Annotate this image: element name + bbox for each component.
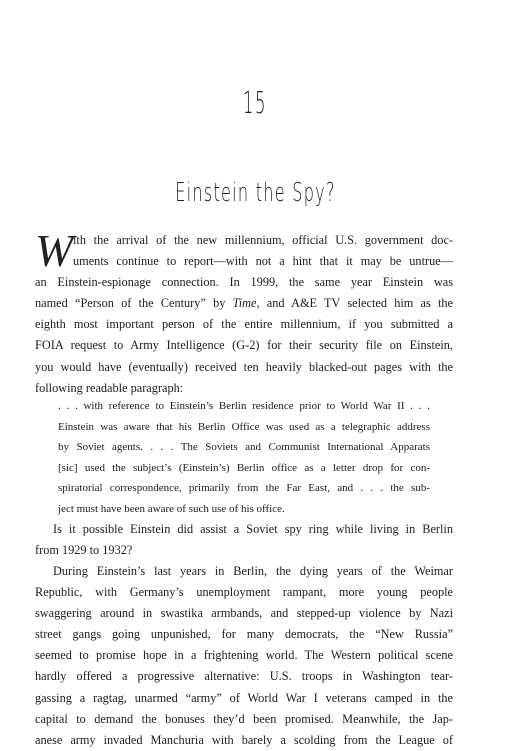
chapter-title-text: Einstein the Spy? — [174, 178, 336, 208]
quote-line: [sic] used the subject’s (Einstein’s) Berlin office as a letter drop for con- — [58, 461, 430, 474]
paragraph-1-line: you would have (eventually) received ten heavily blacked-out pages with the — [35, 359, 453, 374]
magazine-title: Time, — [232, 296, 260, 311]
paragraph-1-line — [35, 293, 453, 314]
paragraph-1-line: uments continue to report—with not a hint that it may be untrue— — [73, 254, 453, 269]
paragraph-1-line: FOIA request to Army Intelligence (G-2) for their security file on Einstein, — [35, 338, 453, 353]
quote-line: . . . with reference to Einstein’s Berlin residence prior to World War II . . . — [58, 400, 430, 412]
paragraph-3-line: During Einstein’s last years in Berlin, the dying years of the Weimar — [53, 564, 453, 578]
paragraph-2-line: Is it possible Einstein did assist a Soviet spy ring while living in Berlin — [53, 522, 453, 536]
chapter-number: 15 — [242, 86, 268, 121]
paragraph-2 — [35, 519, 453, 561]
paragraph-3-line: seemed to promise hope in a frightening world. The Western political scene — [35, 648, 453, 663]
quote-line: by Soviet agents. . . . The Soviets and Communist International Apparats — [58, 441, 430, 454]
paragraph-1-line: eighth most important person of the entire millennium, if you submitted a — [35, 317, 453, 332]
line-text: named “Person of the Century” by — [35, 296, 233, 311]
quote-line: Einstein was aware that his Berlin Office was used as a telegraphic address — [58, 420, 430, 433]
paragraph-3-line: gassing a ragtag, unarmed “army” of World War I veterans camped in the — [35, 690, 453, 705]
line-text: and A&E TV selected him as the — [259, 296, 454, 311]
paragraph-3-line: street gangs going unpunished, for many democrats, the “New Russia” — [35, 627, 453, 642]
paragraph-1-line: following readable paragraph: — [35, 380, 184, 395]
paragraph-3 — [35, 561, 453, 751]
paragraph-3-line: swaggering around in swastika armbands, and stepped-up violence by Nazi — [35, 606, 453, 621]
paragraph-1 — [35, 225, 454, 399]
paragraph-1-line: ith the arrival of the new millennium, official U.S. government doc- — [73, 233, 453, 247]
chapter-title — [0, 178, 510, 208]
paragraph-3-line: capital to demand the bonuses they’d been promised. Meanwhile, the Jap- — [35, 711, 453, 726]
block-quote — [58, 396, 430, 520]
quote-line: spiratorial correspondence, primarily from the Far East, and . . . the sub- — [58, 482, 430, 495]
quote-line: ject must have been aware of such use of his office. — [58, 502, 285, 515]
paragraph-2-line: from 1929 to 1932? — [35, 543, 133, 558]
drop-cap: W — [35, 225, 74, 276]
paragraph-3-line: hardly offered a progressive alternative: U.S. troops in Washington tear- — [35, 669, 453, 684]
paragraph-3-line: Republic, with Germany’s unemployment rampant, more young people — [35, 585, 453, 600]
paragraph-3-line: anese army invaded Manchuria with barely a scolding from the League of — [35, 732, 453, 747]
paragraph-1-line: an Einstein-espionage connection. In 1999, the same year Einstein was — [35, 275, 453, 290]
